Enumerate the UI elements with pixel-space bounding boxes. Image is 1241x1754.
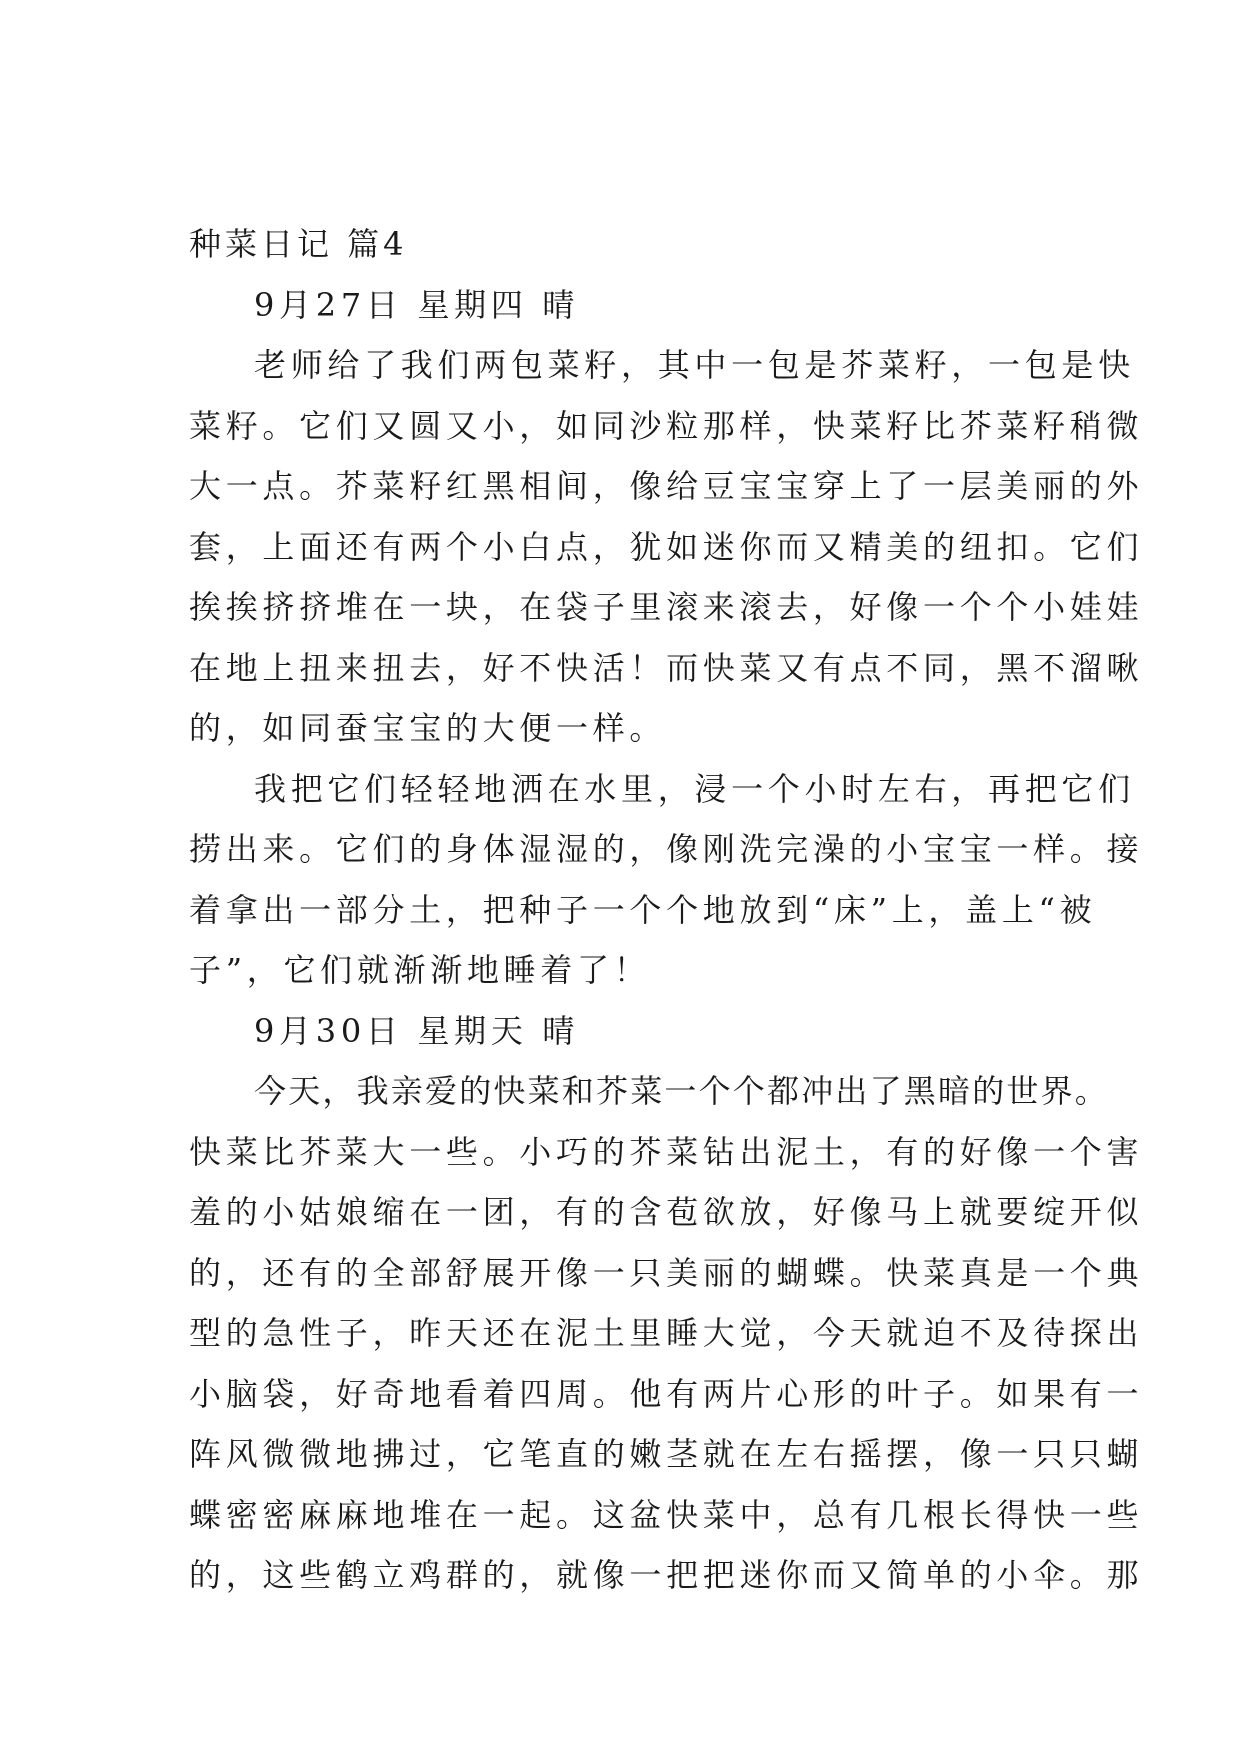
paragraph-line: 小脑袋，好奇地看着四周。他有两片心形的叶子。如果有一 xyxy=(189,1374,1144,1413)
paragraph-line: 菜籽。它们又圆又小，如同沙粒那样，快菜籽比芥菜籽稍微 xyxy=(189,406,1144,445)
paragraph-line: 套，上面还有两个小白点，犹如迷你而又精美的纽扣。它们 xyxy=(189,527,1144,566)
paragraph-line: 羞的小姑娘缩在一团，有的含苞欲放，好像马上就要绽开似 xyxy=(189,1193,1144,1231)
diary-date-heading: 9月30日 星期天 晴 xyxy=(254,1011,580,1050)
paragraph-line: 捞出来。它们的身体湿湿的，像刚洗完澡的小宝宝一样。接 xyxy=(189,830,1144,868)
paragraph-line: 快菜比芥菜大一些。小巧的芥菜钻出泥土，有的好像一个害 xyxy=(189,1132,1144,1171)
paragraph-line: 的，这些鹤立鸡群的，就像一把把迷你而又简单的小伞。那 xyxy=(189,1556,1144,1594)
diary-date-heading: 9月27日 星期四 晴 xyxy=(254,285,580,324)
paragraph-line: 挨挨挤挤堆在一块，在袋子里滚来滚去，好像一个个小娃娃 xyxy=(189,588,1144,626)
paragraph-line: 老师给了我们两包菜籽，其中一包是芥菜籽，一包是快 xyxy=(254,346,1135,384)
paragraph-line: 子”，它们就渐渐地睡着了！ xyxy=(189,951,651,989)
document-title: 种菜日记 篇4 xyxy=(189,225,408,263)
paragraph-line: 蝶密密麻麻地堆在一起。这盆快菜中，总有几根长得快一些 xyxy=(189,1495,1144,1534)
paragraph-line: 大一点。芥菜籽红黑相间，像给豆宝宝穿上了一层美丽的外 xyxy=(189,467,1144,505)
paragraph-line: 在地上扭来扭去，好不快活！而快菜又有点不同，黑不溜啾 xyxy=(189,648,1144,687)
document-body xyxy=(189,214,1144,1606)
paragraph-line: 的，如同蚕宝宝的大便一样。 xyxy=(189,709,667,747)
paragraph-line: 我把它们轻轻地洒在水里，浸一个小时左右，再把它们 xyxy=(254,769,1135,808)
paragraph-line: 阵风微微地拂过，它笔直的嫩茎就在左右摇摆，像一只只蝴 xyxy=(189,1435,1144,1473)
paragraph-line: 着拿出一部分土，把种子一个个地放到“床”上，盖上“被 xyxy=(189,890,1097,929)
paragraph-line: 的，还有的全部舒展开像一只美丽的蝴蝶。快菜真是一个典 xyxy=(189,1253,1144,1292)
paragraph-line: 今天，我亲爱的快菜和芥菜一个个都冲出了黑暗的世界。 xyxy=(254,1072,1110,1110)
paragraph-line: 型的急性子，昨天还在泥土里睡大觉，今天就迫不及待探出 xyxy=(189,1314,1144,1352)
